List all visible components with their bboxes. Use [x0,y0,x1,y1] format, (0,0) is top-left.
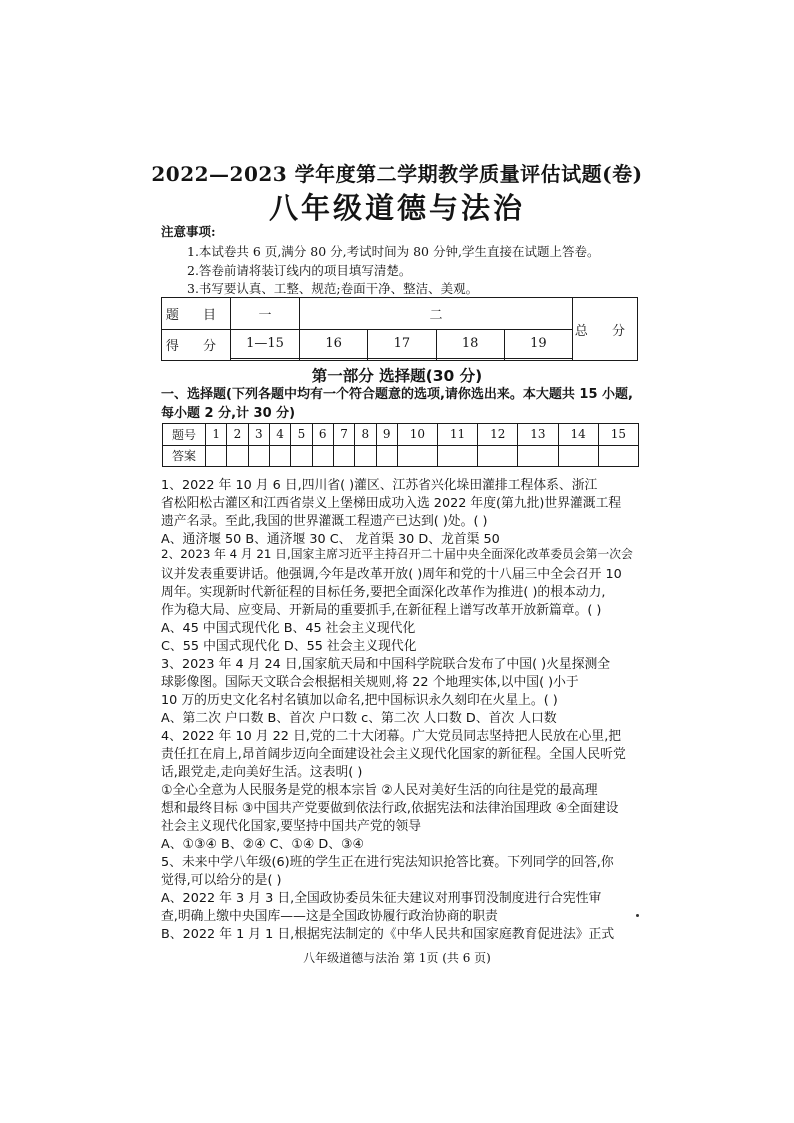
answer-number: 5 [291,424,312,446]
score-table [161,297,638,361]
score-cell[interactable] [368,359,436,361]
answer-cell[interactable] [478,445,518,467]
score-col-part2: 二 [300,298,573,330]
answer-cell[interactable] [355,445,376,467]
answer-row-label-answer: 答案 [163,445,206,467]
answer-number: 4 [269,424,290,446]
section-instructions: 每小题 2 分,计 30 分) [161,406,296,421]
answer-cell[interactable] [437,445,477,467]
answer-cell[interactable] [312,445,333,467]
question-option-text: B、2022 年 1 月 1 日,根据宪法制定的《中华人民共和国家庭教育促进法》正式 [161,927,615,942]
answer-cell[interactable] [333,445,354,467]
answer-number: 2 [227,424,248,446]
question-line: 社会主义现代化国家,要坚持中国共产党的领导 [161,819,422,834]
answer-number: 10 [397,424,437,446]
question-line: 球影像图。国际天文联合会根据相关规则,将 22 个地理实体,以中国( )小于 [161,675,579,690]
scan-speck [636,914,639,917]
score-total-label: 总 分 [573,298,638,361]
question-options: A、第二次 户口数 B、首次 户口数 c、第二次 人口数 D、首次 人口数 [161,711,557,726]
score-row-label-topic: 题 目 [162,298,231,330]
answer-number: 14 [558,424,598,446]
answer-cell[interactable] [227,445,248,467]
score-cell[interactable] [300,359,368,361]
question-line: 1、2022 年 10 月 6 日,四川省( )灌区、江苏省兴化垛田灌排工程体系、浙江 [161,478,598,493]
question-line: 想和最终目标 ③中国共产党要做到依法行政,依据宪法和法律治国理政 ④全面建设 [161,801,619,816]
answer-cell[interactable] [558,445,598,467]
answer-number: 3 [248,424,269,446]
page-footer: 八年级道德与法治 第 1页 (共 6 页) [303,951,491,965]
question-line: ①全心全意为人民服务是党的根本宗旨 ②人民对美好生活的向往是党的最高理 [161,783,598,798]
question-line: 议并发表重要讲话。他强调,今年是改革开放( )周年和党的十八届三中全会召开 10 [161,567,622,582]
section-instructions: 一、选择题(下列各题中均有一个符合题意的选项,请你选出来。本大题共 15 小题, [161,387,633,402]
answer-cell[interactable] [397,445,437,467]
answer-cell[interactable] [206,445,227,467]
answer-cell[interactable] [518,445,558,467]
score-col-part1: 一 [231,298,300,330]
question-line: 作为稳大局、应变局、开新局的重要抓手,在新征程上谱写改革开放新篇章。( ) [161,603,602,618]
answer-number: 8 [355,424,376,446]
answer-table [162,423,639,467]
score-subheader: 16 [300,329,368,359]
answer-number: 15 [598,424,638,446]
answer-number: 1 [206,424,227,446]
notice-item: 3.书写要认真、工整、规范;卷面干净、整洁、美观。 [187,281,479,296]
question-line: 省松阳松古灌区和江西省崇义上堡梯田成功入选 2022 年度(第九批)世界灌溉工程 [161,496,622,511]
answer-row-label-number: 题号 [163,424,206,446]
answer-cell[interactable] [376,445,397,467]
answer-number: 13 [518,424,558,446]
question-options: A、①③④ B、②④ C、①④ D、③④ [161,837,364,852]
question-line: 10 万的历史文化名村名镇加以命名,把中国标识永久刻印在火星上。( ) [161,693,558,708]
question-line: 2、2023 年 4 月 21 日,国家主席习近平主持召开二十届中央全面深化改革委员会第一次会 [161,547,633,561]
question-line: 周年。实现新时代新征程的目标任务,要把全面深化改革作为推进( )的根本动力, [161,585,606,600]
question-line: 责任扛在肩上,昂首阔步迈向全面建设社会主义现代化国家的新征程。全国人民听党 [161,747,626,762]
score-cell[interactable] [436,359,504,361]
notice-heading: 注意事项: [161,224,216,239]
answer-number: 11 [437,424,477,446]
question-line: 4、2022 年 10 月 22 日,党的二十大闭幕。广大党员同志坚持把人民放在心里,把 [161,729,622,744]
answer-number: 7 [333,424,354,446]
notice-item: 2.答卷前请将装订线内的项目填写清楚。 [187,263,412,278]
score-row-label-score: 得 分 [162,329,231,361]
question-option-text: A、2022 年 3 月 3 日,全国政协委员朱征夫建议对刑事罚没制度进行合宪性审 [161,891,602,906]
question-options: A、45 中国式现代化 B、45 社会主义现代化 [161,621,416,636]
answer-number: 9 [376,424,397,446]
score-subheader: 18 [436,329,504,359]
exam-subject-title: 八年级道德与法治 [268,191,525,225]
part-title: 第一部分 选择题(30 分) [311,367,483,385]
question-line: 话,跟党走,走向美好生活。这表明( ) [161,765,363,780]
score-cell[interactable] [231,359,300,361]
question-option-text: 查,明确上缴中央国库——这是全国政协履行政治协商的职责 [161,909,498,924]
score-subheader: 1—15 [231,329,300,359]
question-options: A、通济堰 50 B、通济堰 30 C、 龙首渠 30 D、龙首渠 50 [161,532,500,547]
answer-cell[interactable] [248,445,269,467]
answer-number: 6 [312,424,333,446]
answer-cell[interactable] [598,445,638,467]
answer-cell[interactable] [269,445,290,467]
question-options: C、55 中国式现代化 D、55 社会主义现代化 [161,639,417,654]
question-line: 觉得,可以给分的是( ) [161,873,282,888]
answer-cell[interactable] [291,445,312,467]
exam-title: 2022—2023 学年度第二学期教学质量评估试题(卷) [151,162,643,186]
question-line: 3、2023 年 4 月 24 日,国家航天局和中国科学院联合发布了中国( )火星探测全 [161,657,611,672]
question-line: 遗产名录。至此,我国的世界灌溉工程遗产已达到( )处。( ) [161,514,488,529]
answer-number: 12 [478,424,518,446]
notice-item: 1.本试卷共 6 页,满分 80 分,考试时间为 80 分钟,学生直接在试题上答卷。 [187,244,600,259]
score-subheader: 19 [504,329,572,359]
score-subheader: 17 [368,329,436,359]
score-cell[interactable] [504,359,572,361]
question-line: 5、未来中学八年级(6)班的学生正在进行宪法知识抢答比赛。下列同学的回答,你 [161,855,614,870]
